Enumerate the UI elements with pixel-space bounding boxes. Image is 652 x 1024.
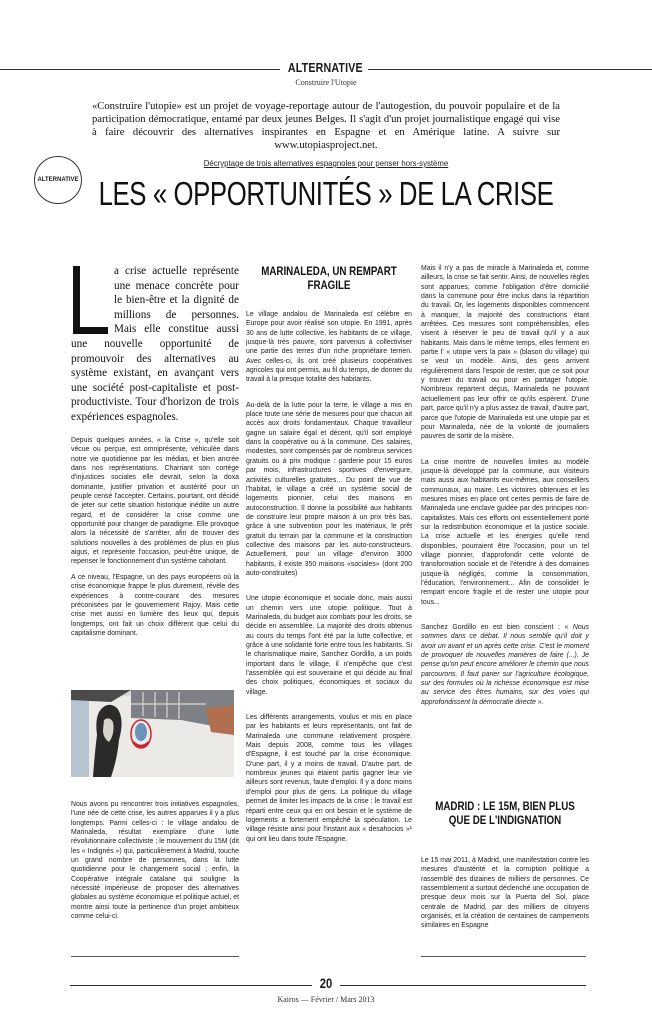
- mural-photo-illustration: [71, 690, 234, 777]
- page-number: 20: [319, 975, 333, 991]
- paragraph: Depuis quelques années, « la Crise », qu'elle soit vécue ou perçue, est omniprésente, véhiculée dans notre vie quotidienne par les médias, et bien ancrée dans nos représentations. Charriant son cortège d'injustices sociales elle devrait, selon la doxa dominante, justifier privation et austérité pour un peuple censé l'accepter. Certains, pourtant, ont décidé de jeter sur cette situation historique inédite un autre regard, et de considérer la crise comme une opportunité pour changer de paradigme. Elle provoque alors la nécessité de s'arrêter, afin de trouver des solutions nouvelles à des problèmes de plus en plus aigus, et représente l'occasion, peut-être unique, de repenser le fonctionnement d'un système cahotant.: [71, 437, 239, 566]
- paragraph: Le 15 mai 2011, à Madrid, une manifestation contre les mesures d'austérité et la corruption politique a rassemblé des dizaines de milliers de personnes. Ce rassemblement a surtout déclenché une occupation de presque deux mois sur la Puerta del Sol, place centrale de Madrid, par des milliers de citoyens organisés, et la création de centaines de campements similaires en Espagne: [421, 857, 589, 930]
- section-subtitle: Construire l'Utopie: [295, 78, 357, 87]
- header-rule-left: [0, 69, 280, 70]
- column-1-body: [71, 436, 239, 638]
- quote-paragraph: [421, 623, 589, 707]
- paragraph: Au-delà de la lutte pour la terre, le village a mis en place toute une série de mesures pour que chacun ait accès aux droits fondamentaux. Chaque travailleur gagne un salaire égal et décent, qu'il soit employé dans la coopérative ou à la commune. Ces salaires, modestes, sont compensés par de nombreux services gratuits ou à prix modique : garderie pour 15 euros par mois, infrastructures sportives d'envergure, activités culturelles gratuites... Du point de vue de l'habitat, le village a créé un système social de logements pionnier, celui des maisons en autoconstruction. Il donne la possibilité aux habitants de construire leur propre maison à un prix très bas, grâce à une subvention pour les matériaux, le prêt gratuit du terrain par la commune et la construction collective des maisons par les auto-constructeurs. Actuellement, pour un village d'environ 3000 habitants, il existe 350 maisons «sociales» (dont 200 auto-construites): [246, 401, 412, 577]
- article-deck: [0, 159, 652, 168]
- intro-blurb: «Construire l'utopie» est un projet de voyage-reportage autour de l'autogestion, du pouvoir populaire et de la participation démocratique, entamé par deux jeunes Belges. Il s'agit d'un projet journalistique engagé qui vise à faire découvrir des alternatives inspirantes en Espagne et en Amérique latine. A suivre sur www.utopiasproject.net.: [92, 101, 560, 151]
- paragraph: A ce niveau, l'Espagne, un des pays européens où la crise économique frappe le plus durement, révèle des expériences à contre-courant des mesures préconisées par le gouvernement Rajoy. Mais cette crise met aussi en lumière des lieux qui, depuis longtemps, ont fait un choix différent que celui du capitalisme dominant.: [71, 573, 239, 637]
- article-lead: [71, 264, 239, 425]
- section-title: ALTERNATIVE: [287, 60, 363, 75]
- column-3-end-rule: [421, 956, 586, 957]
- deck-text: Décryptage de trois alternatives espagnoles pour penser hors-système: [203, 159, 449, 168]
- subheading-madrid: MADRID : LE 15M, BIEN PLUS QUE DE L'INDIGNATION: [435, 801, 575, 827]
- paragraph: Les différents arrangements, voulus et mis en place par les habitants et leurs représentants, ont fait de Marinaleda une commune relativement prospère. Mais depuis 2008, comme tous les villages d'Espagne, il est touché par la crise économique. D'une part, il y a moins de travail. D'autre part, de nombreux jeunes qui étaient partis gagner leur vie ailleurs sont revenus, faute d'emploi. Il y a donc moins d'emploi pour plus de gens. La politique du village permet de limiter les impacts de la crise : le travail est réparti entre ceux qui en ont besoin et le système de logements a fortement empêché la spéculation. Le village résiste ainsi pour l'instant aux « desahocios »¹ qui ont lieu dans toute l'Espagne.: [246, 714, 412, 843]
- subheading-marinaleda: MARINALEDA, UN REMPART FRAGILE: [261, 266, 397, 292]
- column-3-body: [421, 264, 589, 707]
- publication-line: Kairos — Février / Mars 2013: [277, 995, 375, 1004]
- paragraph: La crise montre de nouvelles limites au modèle jusque-là développé par la commune, aux visiteurs mais aussi aux habitants eux-mêmes, aux conseillers communaux, au maire. Les victoires obtenues et les mesures mises en place ont certes permis de faire de Marinaleda une enclave guidée par des principes non-capitalistes. Mais ces efforts ont essentiellement porté sur la redistribution économique et la justice sociale. La crise actuelle et les énergies qu'elle rend disponibles, pourraient être l'occasion, pour un tel village pionnier, d'approfondir cette volonté de transformation sociale et de l'étendre à des domaines jusque-là négligés, comme la consommation, l'éducation, l'environnement... Afin de consolider le rempart encore fragile et de rester une utopie pour tous...: [421, 458, 589, 606]
- badge-label: ALTERNATIVE: [37, 177, 79, 183]
- lead-text: a crise actuelle représente une menace concrète pour le bien-être et la dignité de millions de personnes. Mais elle constitue aussi une nouvelle opportunité de promouvoir des alternatives au système existant, en avançant vers une société post-capitaliste et post-productiviste. Tour d'horizon de trois expériences espagnoles.: [71, 265, 239, 423]
- header-rule-right: [368, 69, 652, 70]
- section-header: [0, 60, 652, 80]
- paragraph: Le village andalou de Marinaleda est célèbre en Europe pour avoir réalisé son utopie. En 1991, après 30 ans de lutte collective, les habitants de ce village, jusque-là très pauvre, sont parvenus à collectiviser une partie des terres d'un riche propriétaire terrien. Avec celles-ci, ils ont créé plusieurs coopératives agricoles qui ont permis, au fil du temps, de donner du travail à la presque totalité des habitants.: [246, 311, 412, 384]
- article-title: LES « OPPORTUNITÉS » DE LA CRISE: [98, 175, 554, 212]
- quote-intro: Sanchez Gordillo en est bien conscient : «: [421, 624, 573, 632]
- column-3-madrid-body: [421, 856, 589, 931]
- footer-rule-right: [340, 985, 586, 986]
- column-1-after-photo: [71, 800, 239, 921]
- paragraph: Mais il n'y a pas de miracle à Marinaleda et, comme ailleurs, la crise se fait sentir. Ainsi, de nouvelles règles sont apparues, comme l'obligation d'être domicilié dans la commune pour être inclus dans la répartition du travail. Or, les logements disponibles commencent à manquer, la majorité des constructions étant arrêtées. Ces mesures sont compréhensibles, elles visent à réserver le peu de travail qu'il y a aux habitants. Mais dans le même temps, elles ferment en partie l' « utopie vers la paix » (blason du village) qui se veut un modèle. Ainsi, des gens arrivent régulièrement dans l'espoir de rester, que ce soit pour y trouver du travail ou pour en partager l'utopie. Nombreux repartent déçus, Marinaleda ne pouvant actuellement pas leur offrir ce qu'ils espèrent. D'une part, parce qu'il n'y a plus assez de travail, d'autre part, parce que l'utopie de Marinaleda est une utopie par et pour Marinaleda, née de la volonté de journaliers pauvres de sortir de la misère.: [421, 265, 589, 441]
- paragraph: Nous avons pu rencontrer trois initiatives espagnoles, l'une née de cette crise, les autres apparues il y a plus longtemps. Parmi celles-ci : le village andalou de Marinaleda, résultat exemplaire d'une lutte révolutionnaire collectiviste ; le mouvement du 15M (dit les « Indignés ») qui, particulièrement à Madrid, touche un grand nombre de personnes, dans la lutte quotidienne pour le changement social ; enfin, la Coopérative intégrale catalane qui souligne la nécessité impérieuse de proposer des alternatives globales au système économique et politique actuel, et montre ainsi toute la pertinence d'un projet ambitieux comme celui-ci.: [71, 801, 239, 921]
- quote-end: ».: [535, 698, 544, 706]
- column-1-end-rule: [71, 956, 239, 957]
- article-photo: [71, 690, 234, 777]
- gordillo-quote: Nous sommes dans ce débat. Il nous semble qu'il doit y avoir un avant et un après cette crise. C'est le moment de provoquer de nouvelles manières de faire (...). Je pense qu'on peut encore améliorer le chemin que nous parcourons. Il faut parier sur l'agriculture écologique, sur des formules où la richesse économique est mise au service des êtres humains, sur des voies qui approfondissent la démocratie directe: [421, 624, 589, 706]
- column-2-body: [246, 310, 412, 844]
- paragraph: Une utopie économique et sociale donc, mais aussi un chemin vers une utopie politique. Tout à Marinaleda, du budget aux combats pour les droits, se décide en assemblée. La majorité des droits obtenus au cours du temps l'ont été par la lutte collective, et grâce à une solidarité forte entre tous les habitants. Si le charismatique maire, Sanchez Gordillo, a un poids important dans le village, il n'empêche que c'est l'assemblée qui est souveraine et qui décide au final des choix politiques, économiques et sociaux du village.: [246, 595, 412, 696]
- drop-cap: [71, 264, 109, 334]
